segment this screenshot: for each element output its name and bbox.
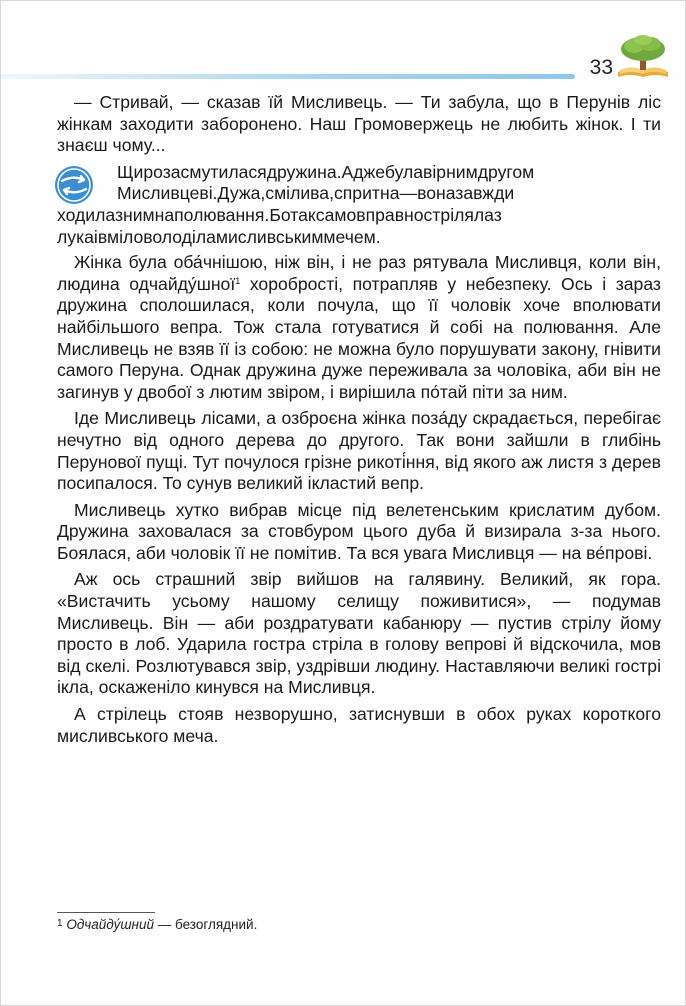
footnote — [57, 917, 257, 932]
story-text — [57, 92, 661, 752]
footnote-marker: 1 — [57, 918, 63, 929]
footnote-definition: — безоглядний. — [154, 917, 258, 932]
paragraph-6: А стрілець стояв незворушно, затиснувши в обох руках короткого мисливського меча. — [57, 704, 661, 746]
page-number: 33 — [589, 56, 613, 79]
footnote-term: Одчайду́шний — [66, 917, 155, 932]
arrow-circle-icon — [53, 164, 95, 206]
tree-on-book-icon — [614, 34, 672, 80]
info-line-2: Мисливцеві.Дужа,смілива,спритна—воназавжди — [117, 183, 515, 204]
paragraph-2 — [57, 252, 661, 403]
paragraph-4: Мисливець хутко вибрав місце під велетенським крислатим дубом. Дружина заховалася за стовбуром цього дуба й визирала з-за нього. Боялася, аби чоловік її не помітив. Та вся увага Мисливця — на ве́прові. — [57, 499, 661, 563]
info-paragraph — [57, 162, 661, 248]
paragraph-5: Аж ось страшний звір вийшов на галявину. Великий, як гора. «Вистачить усьому нашому селищу поживитися», — подумав Мисливець. Він — аби роздратувати кабанюру — пустив стрілу йому просто в лоб. Ударила гостра стріла в голову вепрові й відскочила, мов від скелі. Розлютувався звір, уздрівши людину. Наставляючи великі гострі ікла, оскаженіло кинувся на Мисливця. — [57, 569, 661, 698]
footnote-rule — [57, 912, 155, 913]
info-rest: ходилазнимнаполювання.Ботаксамовправнострілялаз лукаівміловолоділамисливськиммечем. — [57, 204, 502, 247]
info-line-1: Щирозасмутиласядружина.Аджебулавірнимдругом — [117, 161, 535, 182]
paragraph-1: — Стривай, — сказав їй Мисливець. — Ти забула, що в Перунів ліс жінкам заходити заборонено. Наш Громовержець не любить жінок. І ти знаєш чому... — [57, 92, 661, 156]
header-rule — [0, 74, 575, 79]
paragraph-3: Іде Мисливець лісами, а озброєна жінка поза́ду скрадається, перебігає нечутно від одного дерева до другого. Так вони зайшли в глибінь Перунової пущі. Тут почулося грізне рикоті́ння, від якого аж листя з дерев посипалося. То сунув великий ікластий вепр. — [57, 408, 661, 494]
paragraph-2-head: Жінка була оба́чнішою, ніж він, і не раз рятувала Мисливця, коли він, людина одчайду́шної — [57, 252, 661, 294]
paragraph-2-tail: хоробрості, потрапляв у небезпеку. Ось і зараз дружина сполошилася, коли почула, що її чоловік хоче вполювати найбільшого вепра. Тож стала готуватися й собі на полювання. Але Мисливець не взяв її із собою: не можна було порушувати закону, гнівити самого Перуна. Однак дружина дуже переживала за чоловіка, аби він не загинув у двобої з лютим звіром, і вирішила по́тай піти за ним. — [57, 273, 661, 402]
footnote-ref: 1 — [235, 275, 241, 286]
